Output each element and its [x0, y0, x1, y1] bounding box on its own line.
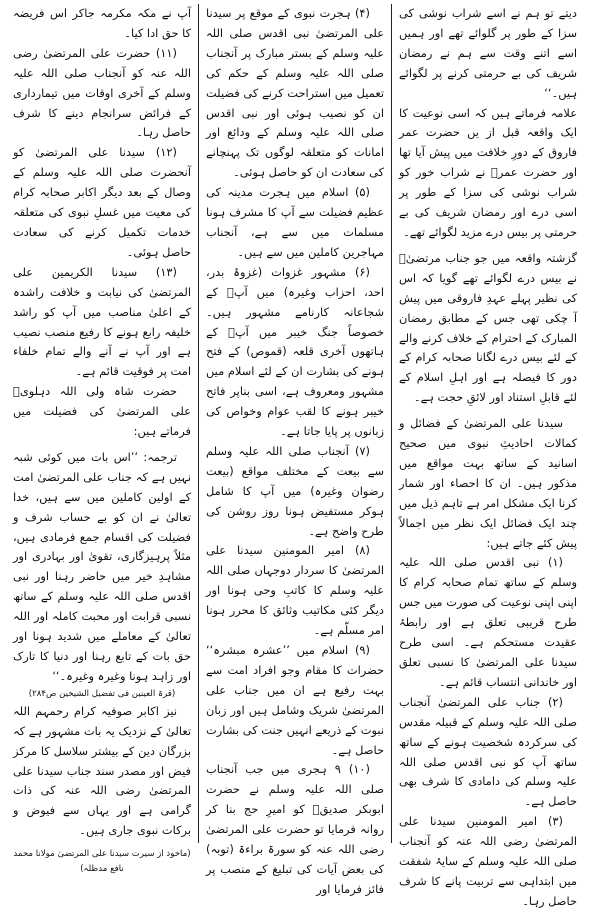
- paragraph: (۶) مشہور غزوات (غزوۂ بدر، احد، احزاب وغیرہ) میں آپؓ کے شجاعانہ کارنامے مشہور ہیں۔ خصوصاً جنگ خیبر میں آپؓ کے ہاتھوں آخری قلعہ (قموص) کے فتح ہونے کی بشارت ان کے لئے اسلام میں مشہور ومعروف ہے، اسی بناپر فاتح خیبر ہونے کا لقب عوام وخواص کی زبانوں پر پایا جاتا ہے۔: [206, 264, 384, 439]
- paragraph: (۱۰) ۹ ہجری میں جب آنجناب صلی اللہ علیہ وسلم نے حضرت ابوبکر صدیقؓ کو امیرِ حج بنا کر روانہ فرمایا تو حضرت علی المرتضیٰ رضی اللہ عنہ کو سورۃ براءۃ (توبہ) کی بعض آیات کی تبلیغ کے منصب پر فائز فرمایا اور: [206, 762, 384, 896]
- paragraph: حضرت شاہ ولی اللہ دہلویؒ علی المرتضیٰ کی فضیلت میں فرماتے ہیں:: [13, 384, 191, 439]
- paragraph: ترجمہ: ’’اس بات میں کوئی شبہ نہیں ہے کہ جناب علی المرتضیٰ امت کے اولین کاملین میں سے ہیں، خدا تعالیٰ نے ان کو بے حساب شرف و فضیلت کی اقسام جمع فرمادی ہیں، مثلاً پرہیزگاری، تقویٰ اور بہادری اور مشاہدِ خیر میں حاضر رہنا اور نبی اقدس صلی اللہ علیہ وسلم کے ساتھ نسبی قرابت اور محبت کاملہ اور اللہ تعالیٰ کے معاملے میں شدید ہونا اور حق بات کے تابع رہنا اور دنیا کا تارک اور زاہد ہونا وغیرہ وغیرہ۔‘‘: [13, 449, 191, 683]
- left-column: [6, 4, 199, 875]
- paragraph: (۸) امیر المومنین سیدنا علی المرتضیٰ کا سردار دوجہاں صلی اللہ علیہ وسلم کا کاتبِ وحی ہونا اور دیگر کئی مکاتیب وثائق کا محرر ہونا امر مسلّم ہے۔: [206, 543, 384, 638]
- paragraph: (۱) نبی اقدس صلی اللہ علیہ وسلم کے ساتھ تمام صحابہ کرام کا اپنی اپنی نوعیت کی صورت میں جس طرح قریبی تعلق ہے اور رابطۂ عقیدت مستحکم ہے۔ اسی طرح سیدنا علی المرتضیٰ کا نسبی تعلق اور خاندانی انتساب قائم ہے۔: [399, 555, 577, 689]
- paragraph: (۱۲) سیدنا علی المرتضیٰ کو آنحضرت صلی اللہ علیہ وسلم کے وصال کے بعد دیگر اکابر صحابہ کرام کی معیت میں غسلِ نبوی کی متعلقہ خدمات تکمیل کرنے کی سعادت حاصل ہوئی۔: [13, 145, 191, 259]
- paragraph: (۲) جناب علی المرتضیٰ آنجناب صلی اللہ علیہ وسلم کے قبیلہ مقدس کی سرکردہ شخصیت ہونے کے ساتھ ساتھ آپ کو نبی اقدس صلی اللہ علیہ وسلم کی دامادی کا شرف بھی حاصل ہے۔: [399, 694, 577, 809]
- right-column: [392, 4, 584, 908]
- paragraph: سیدنا علی المرتضیٰ کے فضائل و کمالات احادیثِ نبوی میں صحیح اسانید کے ساتھ بہت مواقع میں مذکور ہیں۔ ان کا احصاء اور شمار کرنا ایک مشکل امر ہے تاہم ذیل میں چند ایک فضائل ایک نظر میں اجمالاً پیش کئے جاتے ہیں:: [399, 416, 577, 550]
- paragraph: (۱۱) حضرت علی المرتضیٰ رضی اللہ عنہ کو آنجناب صلی اللہ علیہ وسلم کے آخری اوقات میں تیمارداری کے فرائض سرانجام دینے کا شرف حاصل رہا۔: [13, 45, 191, 140]
- middle-column: [199, 4, 392, 896]
- paragraph: (۵) اسلام میں ہجرت مدینہ کی عظیم فضیلت سے آپ کا مشرف ہونا مسلمات میں سے ہے، آنجناب مہاجرین کاملین میں سے ہیں۔: [206, 185, 384, 259]
- paragraph: آپ نے مکہ مکرمہ جاکر اس فریضہ کا حق ادا کیا۔: [13, 6, 191, 40]
- paragraph: (۳) امیر المومنین سیدنا علی المرتضیٰ رضی اللہ عنہ کو آنجناب صلی اللہ علیہ وسلم کے سایۂ شفقت میں ابتداہی سے تربیت پانے کا شرف حاصل رہا۔: [399, 814, 577, 908]
- paragraph: (۴) ہجرت نبوی کے موقع پر سیدنا علی المرتضیٰ نبی اقدس صلی اللہ علیہ وسلم کے بستر مبارک پر آنجناب صلی اللہ علیہ وسلم کے حکم کی تعمیل میں استراحت کرنے کی فضیلت ان کو نصیب ہوئی اور نبی اقدس صلی اللہ علیہ وسلم کے ودائع اور امانات کو متعلقہ لوگوں تک پہنچانے کی سعادت ان کو حاصل ہوئی۔: [206, 6, 384, 180]
- paragraph: علامہ فرماتے ہیں کہ اسی نوعیت کا ایک واقعہ قبل از یں حضرت عمر فاروق کے دورِ خلافت میں پیش آیا تھا اور حضرت عمرؓ نے شراب خور کو شراب نوشی کی سزا کے طور پر اسی درے اور رمضان شریف کی بے حرمتی پر بیس درے مزید لگوائے تھے۔: [399, 105, 577, 239]
- paragraph: دیتے تو ہم نے اسے شراب نوشی کی سزا کے طور پر گلوائے تھے اور ہمیں اسے اتنے وقت سے ہم نے رمضان شریف کی بے حرمتی کرنے پر لگوائے ہیں۔‘‘: [399, 6, 577, 100]
- paragraph: (۹) اسلام میں ’’عشرہ مبشرہ‘‘ حضرات کا مقام وجو افراد امت سے بہت رفیع ہے ان میں جناب علی المرتضیٰ شریک وشامل ہیں اور زبان نبوت کے ذریعے انہیں جنت کی بشارت حاصل ہے۔: [206, 643, 384, 757]
- paragraph: (قرۃ العینین فی تفضیل الشیخین ص۲۸۴): [28, 688, 176, 699]
- paragraph: گزشتہ واقعہ میں جو جناب مرتضیٰؓ نے بیس درے لگوائے تھے گویا کہ اس کی نظیر پہلے عہدِ فاروقی میں پیش آ چکی تھی جس کے مطابق رمضان المبارک کے احترام کے خلاف کرنے والے کے لئے بیس درے لگانا صحابہ کرام کے دور کا فیصلہ ہے اور اہلِ اسلام کے لئے قابلِ استناد اور لائقِ حجت ہے۔: [399, 250, 577, 405]
- paragraph: نیز اکابر صوفیہ کرام رحمہم اللہ تعالیٰ کے نزدیک یہ بات مشہور ہے کہ بزرگان دین کے بیشتر سلاسل کا مرکز فیض اور مصدر سند جناب سیدنا علی المرتضیٰ رضی اللہ عنہ کی ذات گرامی ہے اور یہاں سے فیوض و برکات نبوی جاری ہیں۔: [13, 703, 191, 838]
- paragraph: (۷) آنجناب صلی اللہ علیہ وسلم سے بیعت کے مختلف مواقع (بیعت رضوان وغیرہ) میں آپ کا شامل ہوکر مستفیض ہونا روز روشن کی طرح واضح ہے۔: [206, 443, 384, 538]
- paragraph: (ماخوذ از سیرت سیدنا علی المرتضیٰ مولانا محمد نافع مدظلہ): [13, 849, 191, 875]
- paragraph: (۱۳) سیدنا الکریمین علی المرتضیٰ کی نیابت و خلافت راشدہ کے اعلیٰ مناصب میں آپ کو راشد خلیفہ رابع ہونے کا رفیع منصب نصیب ہے اور آپ نے آنے والے تمام خلفاء امت پر فوقیت قائم ہے۔: [13, 264, 191, 379]
